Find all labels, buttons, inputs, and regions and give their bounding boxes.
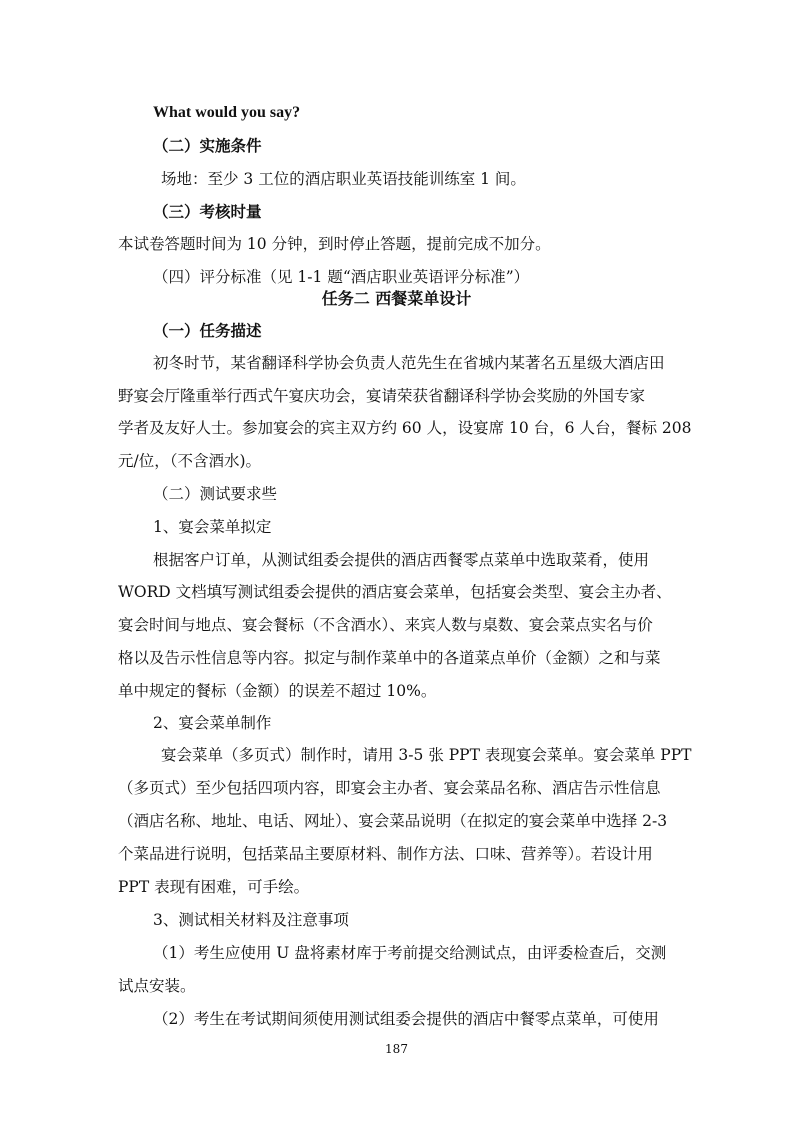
subsection-heading: 2、宴会菜单制作 [153,714,272,732]
paragraph-line: 初冬时节，某省翻译科学协会负责人范先生在省城内某著名五星级大酒店田 [153,354,665,372]
section-heading-test-requirements: （二）测试要求些 [153,485,278,503]
paragraph-line: 元/位，（不含酒水)。 [118,452,262,470]
section-heading-conditions: （二）实施条件 [153,136,262,155]
paragraph-line: （1）考生应使用 U 盘将素材库于考前提交给测试点，由评委检查后，交测 [153,944,667,962]
paragraph-line: 单中规定的餐标（金额）的误差不超过 10%。 [118,682,437,700]
paragraph-line: 本试卷答题时间为 10 分钟，到时停止答题，提前完成不加分。 [118,235,551,253]
section-heading-duration: （三）考核时量 [153,202,262,221]
paragraph-line: 野宴会厅隆重举行西式午宴庆功会，宴请荣获省翻译科学协会奖励的外国专家 [118,387,646,405]
paragraph-line: （多页式）至少包括四项内容，即宴会主办者、宴会菜品名称、酒店告示性信息 [118,779,661,797]
paragraph-line: 学者及友好人士。参加宴会的宾主双方约 60 人，设宴席 10 台，6 人台，餐标 208 [118,419,692,437]
paragraph-line: 格以及告示性信息等内容。拟定与制作菜单中的各道菜点单价（金额）之和与菜 [118,649,661,667]
paragraph-line: WORD 文档填写测试组委会提供的酒店宴会菜单，包括宴会类型、宴会主办者、 [118,583,672,601]
paragraph-line: 根据客户订单，从测试组委会提供的酒店西餐零点菜单中选取菜肴，使用 [153,551,650,569]
paragraph-line: PPT 表现有困难，可手绘。 [118,878,310,896]
section-heading-scoring: （四）评分标准（见 1-1 题“酒店职业英语评分标准”） [153,268,530,286]
page-number: 187 [385,1042,408,1056]
paragraph-line: 个菜品进行说明，包括菜品主要原材料、制作方法、口味、营养等）。若设计用 [118,845,653,863]
subsection-heading: 3、测试相关材料及注意事项 [153,911,349,929]
paragraph-line: 宴会菜单（多页式）制作时，请用 3-5 张 PPT 表现宴会菜单。宴会菜单 PPT [161,746,692,764]
task-title: 任务二 西餐菜单设计 [321,289,472,308]
paragraph-line: 场地：至少 3 工位的酒店职业英语技能训练室 1 间。 [161,170,526,188]
question-prompt: What would you say? [153,104,301,121]
paragraph-line: 试点安装。 [118,977,196,995]
subsection-heading: 1、宴会菜单拟定 [153,518,272,536]
section-heading-task-description: （一）任务描述 [153,321,262,340]
paragraph-line: （酒店名称、地址、电话、网址）、宴会菜品说明（在拟定的宴会菜单中选择 2-3 [118,812,668,830]
paragraph-line: （2）考生在考试期间须使用测试组委会提供的酒店中餐零点菜单，可使用 [153,1010,659,1028]
paragraph-line: 宴会时间与地点、宴会餐标（不含酒水）、来宾人数与桌数、宴会菜点实名与价 [118,616,653,634]
